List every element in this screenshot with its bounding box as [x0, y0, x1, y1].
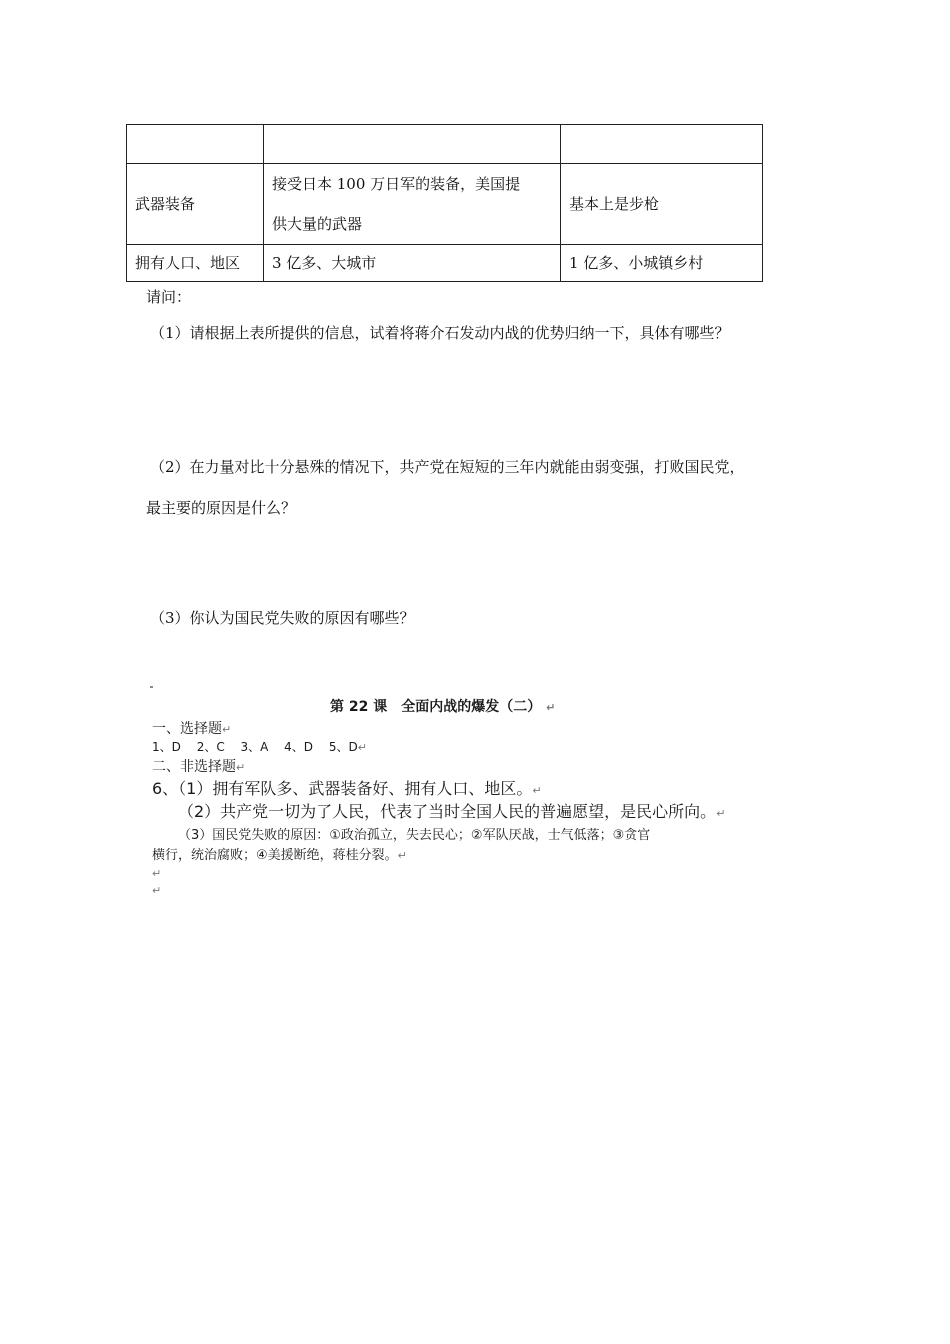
question-2-line2: 最主要的原因是什么？: [146, 499, 297, 517]
scan-speck: [150, 686, 153, 688]
table-cell-weapons-label: 武器装备: [127, 164, 264, 245]
answer-6-1: 6、（1）拥有军队多、武器装备好、拥有人口、地区。↵: [152, 779, 542, 798]
comparison-table: [126, 124, 763, 282]
table-row: [127, 125, 763, 164]
table-cell-population-kmt: 3 亿多、大城市: [264, 245, 561, 282]
answer-6-3-line1: （3）国民党失败的原因：①政治孤立，失去民心；②军队厌战，士气低落；③贪官: [178, 828, 651, 843]
return-mark: ↵: [152, 884, 162, 897]
table-cell: [561, 125, 763, 164]
question-3: （3）你认为国民党失败的原因有哪些？: [150, 609, 415, 627]
answer-6-2: （2）共产党一切为了人民，代表了当时全国人民的普遍愿望，是民心所向。↵: [178, 802, 726, 821]
table-cell-weapons-kmt: [264, 164, 561, 245]
table-cell: [127, 125, 264, 164]
answer-6-3-line2: 横行，统治腐败；④美援断绝，蒋桂分裂。↵: [152, 848, 407, 863]
table-cell-weapons-cpc: 基本上是步枪: [561, 164, 763, 245]
return-mark: ↵: [152, 867, 162, 880]
question-2-line1: （2）在力量对比十分悬殊的情况下，共产党在短短的三年内就能由弱变强，打败国民党，: [150, 458, 745, 476]
question-prompt: 请问：: [146, 288, 192, 306]
choice-answers: 1、D 2、C 3、A 4、D 5、D↵: [152, 740, 367, 754]
cell-line: 供大量的武器: [272, 215, 363, 233]
answer-key-image: [140, 686, 740, 898]
table-cell-population-label: 拥有人口、地区: [127, 245, 264, 282]
table-row: [127, 164, 763, 245]
answer-key-title: 第 22 课 全面内战的爆发（二） ↵: [330, 699, 556, 715]
question-1: （1）请根据上表所提供的信息，试着将蒋介石发动内战的优势归纳一下，具体有哪些？: [150, 324, 730, 342]
table-cell-population-cpc: 1 亿多、小城镇乡村: [561, 245, 763, 282]
section-nonchoice-heading: 二、非选择题↵: [152, 759, 246, 775]
table-cell: [264, 125, 561, 164]
section-choice-heading: 一、选择题↵: [152, 721, 232, 737]
table-row: [127, 245, 763, 282]
cell-line: 接受日本 100 万日军的装备，美国提: [272, 175, 521, 193]
